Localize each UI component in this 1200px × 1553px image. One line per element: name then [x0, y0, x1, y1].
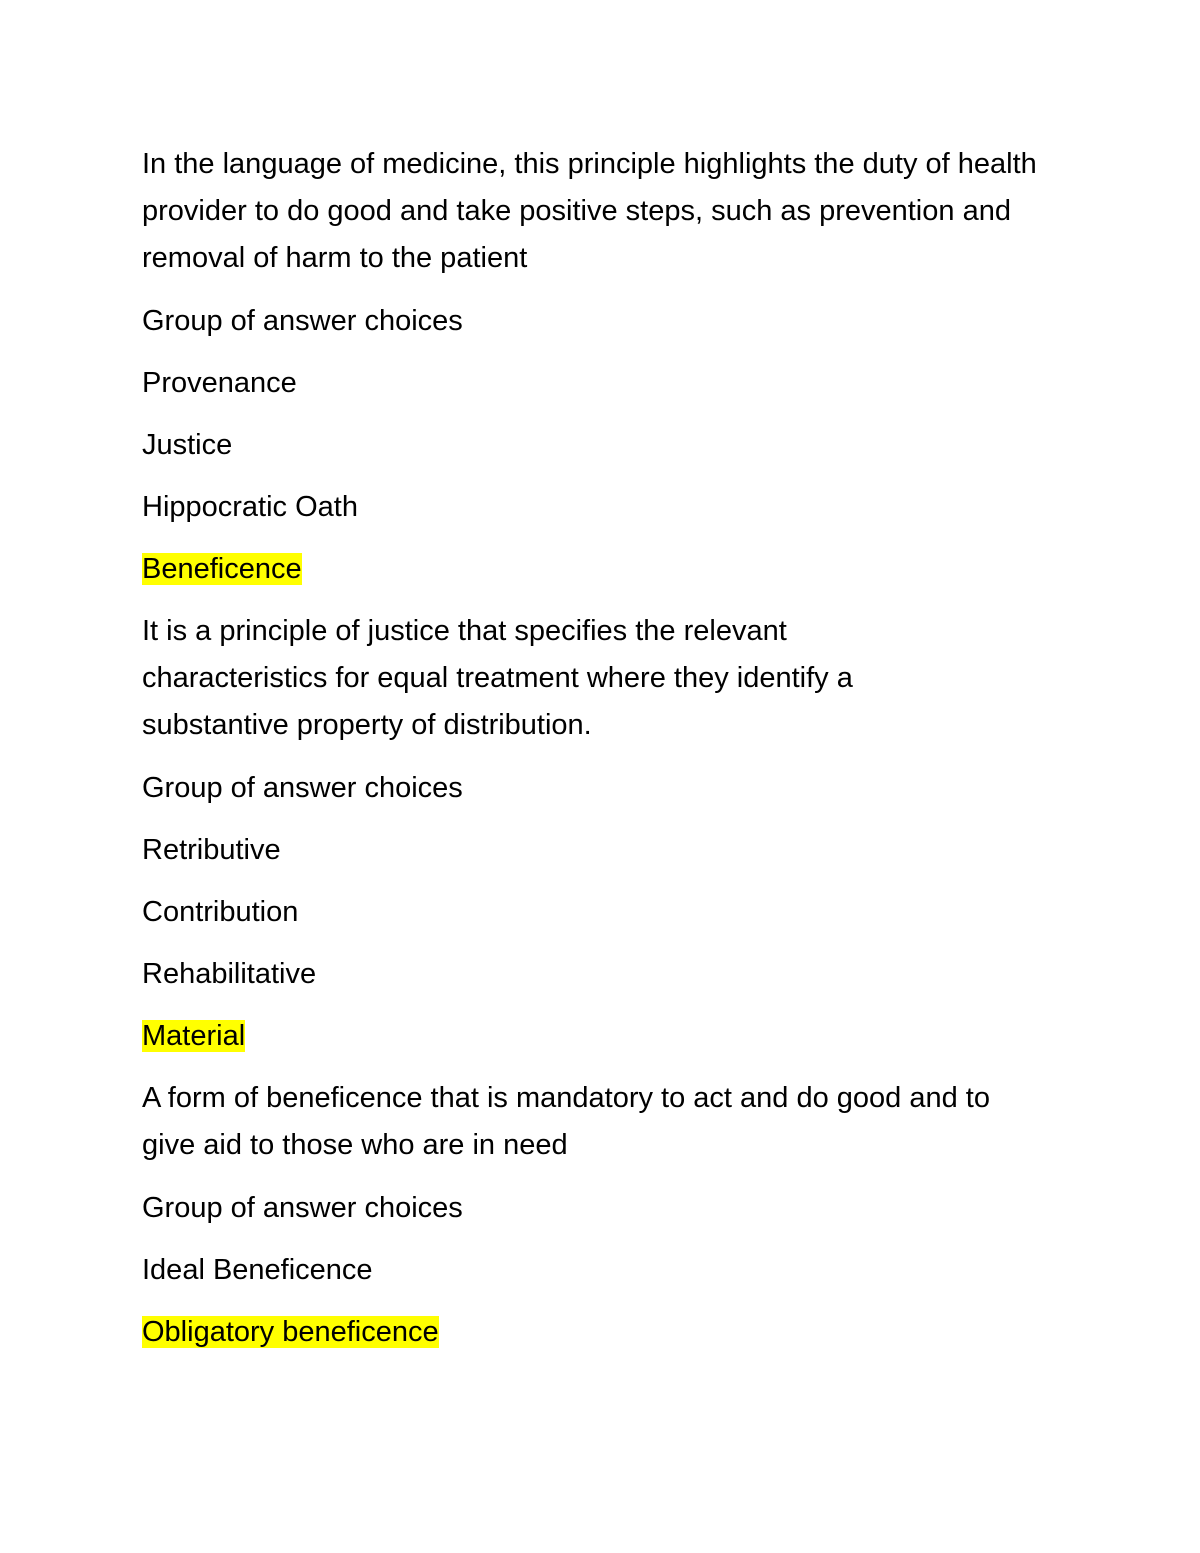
highlighted-answer: Material: [142, 1020, 246, 1052]
highlighted-answer: Beneficence: [142, 553, 302, 585]
question-prompt-2: It is a principle of justice that specifies the relevant characteristics for equal treatment where they identify a substantive property of distribution.: [142, 615, 853, 741]
group-label-2: Group of answer choices: [142, 772, 463, 804]
answer-choice: Contribution: [142, 896, 299, 928]
answer-choice: Retributive: [142, 834, 281, 866]
answer-choice: Justice: [142, 429, 233, 461]
correct-answer-line-3: [142, 1309, 1072, 1356]
document-body: [142, 141, 1072, 1371]
answer-choice: Hippocratic Oath: [142, 491, 358, 523]
group-label-1: Group of answer choices: [142, 305, 463, 337]
correct-answer-line-2: [142, 1013, 1072, 1060]
answer-choice: Ideal Beneficence: [142, 1254, 373, 1286]
question-prompt-1: In the language of medicine, this principle highlights the duty of health provider to do good and take positive steps, such as prevention and removal of harm to the patient: [142, 148, 1037, 274]
highlighted-answer: Obligatory beneficence: [142, 1316, 439, 1348]
answer-choice: Rehabilitative: [142, 958, 317, 990]
correct-answer-line-1: [142, 546, 1072, 593]
question-prompt-3: A form of beneficence that is mandatory to act and do good and to give aid to those who are in need: [142, 1082, 990, 1161]
group-label-3: Group of answer choices: [142, 1192, 463, 1224]
answer-choice: Provenance: [142, 367, 297, 399]
